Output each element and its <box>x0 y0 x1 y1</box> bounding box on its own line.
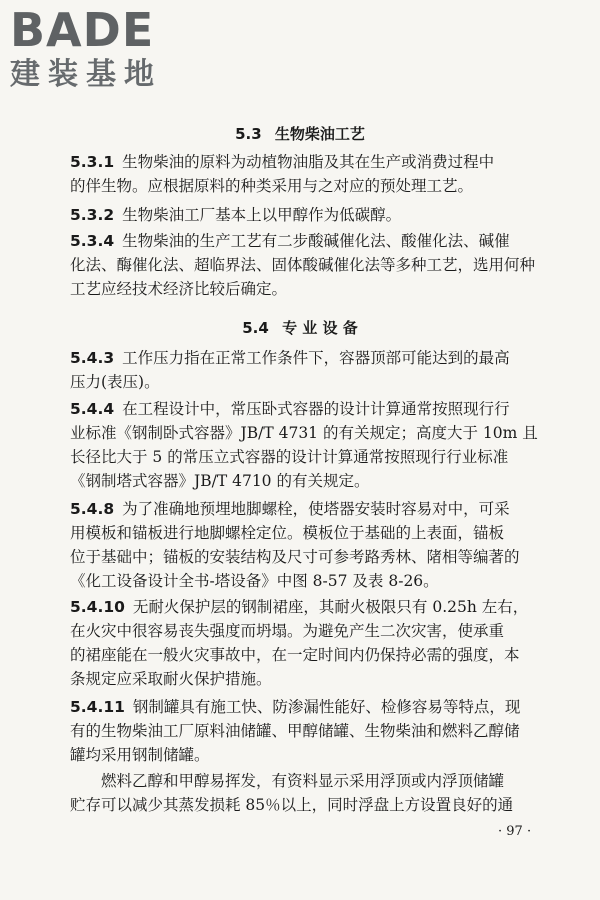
clause-number: 5.4.8 <box>70 500 115 518</box>
clause-number: 5.4.3 <box>70 349 115 367</box>
clause-text: 条规定应采取耐火保护措施。 <box>70 670 272 688</box>
clause-text: 在火灾中很容易丧失强度而坍塌。为避免产生二次灾害，使承重 <box>70 622 505 640</box>
section-heading-5-4 <box>0 317 600 338</box>
clause-text: 用模板和锚板进行地脚螺栓定位。模板位于基础的上表面，锚板 <box>70 524 505 542</box>
clause-5-3-4 <box>70 229 540 301</box>
heading-number: 5.3 <box>235 125 262 143</box>
clause-text: 业标准《钢制卧式容器》JB/T 4731 的有关规定；高度大于 10m 且 <box>70 424 538 442</box>
clause-text: 《化工设备设计全书-塔设备》中图 8-57 及表 8-26。 <box>70 572 439 590</box>
clause-text: 钢制罐具有施工快、防渗漏性能好、检修容易等特点，现 <box>132 698 521 716</box>
clause-text: 长径比大于 5 的常压立式容器的设计计算通常按照现行行业标准 <box>70 448 509 466</box>
clause-5-4-4 <box>70 397 540 493</box>
clause-text: 化法、酶催化法、超临界法、固体酸碱催化法等多种工艺，选用何种 <box>70 256 536 274</box>
clause-5-4-11 <box>70 695 540 767</box>
logo-brand: BADE <box>10 3 155 57</box>
clause-text: 工艺应经技术经济比较后确定。 <box>70 280 288 298</box>
clause-text: 生物柴油的原料为动植物油脂及其在生产或消费过程中 <box>122 153 495 171</box>
clause-5-3-2 <box>70 203 540 227</box>
section-heading-5-3 <box>0 123 600 144</box>
clause-number: 5.3.1 <box>70 153 115 171</box>
clause-number: 5.4.11 <box>70 698 125 716</box>
clause-text: 压力(表压)。 <box>70 373 160 391</box>
clause-text: 位于基础中；锚板的安装结构及尺寸可参考路秀林、陼相等编著的 <box>70 548 520 566</box>
paragraph-text: 贮存可以减少其蒸发损耗 85％以上，同时浮盘上方设置良好的通 <box>70 796 514 814</box>
clause-5-3-1 <box>70 150 540 198</box>
heading-title: 专 业 设 备 <box>282 319 358 337</box>
clause-text: 的裙座能在一般火灾事故中，在一定时间内仍保持必需的强度，本 <box>70 646 520 664</box>
body-paragraph <box>70 769 540 817</box>
clause-text: 《钢制塔式容器》JB/T 4710 的有关规定。 <box>70 472 370 490</box>
clause-text: 的伴生物。应根据原料的种类采用与之对应的预处理工艺。 <box>70 177 474 195</box>
clause-5-4-10 <box>70 595 540 691</box>
heading-title: 生物柴油工艺 <box>274 125 365 143</box>
clause-text: 无耐火保护层的钢制裙座，其耐火极限只有 0.25h 左右， <box>132 598 529 616</box>
clause-text: 生物柴油的生产工艺有二步酸碱催化法、酸催化法、碱催 <box>122 232 510 250</box>
heading-number: 5.4 <box>242 319 269 337</box>
clause-number: 5.3.2 <box>70 206 115 224</box>
paragraph-text: 燃料乙醇和甲醇易挥发，有资料显示采用浮顶或内浮顶储罐 <box>101 772 505 790</box>
page-number: · 97 · <box>498 824 532 839</box>
bade-logo <box>10 3 162 92</box>
clause-text: 罐均采用钢制储罐。 <box>70 746 210 764</box>
clause-number: 5.4.4 <box>70 400 115 418</box>
clause-number: 5.3.4 <box>70 232 115 250</box>
logo-subtitle: 建装基地 <box>10 57 162 92</box>
clause-5-4-8 <box>70 497 540 593</box>
clause-text: 有的生物柴油工厂原料油储罐、甲醇储罐、生物柴油和燃料乙醇储 <box>70 722 520 740</box>
clause-5-4-3 <box>70 346 540 394</box>
clause-text: 工作压力指在正常工作条件下，容器顶部可能达到的最高 <box>122 349 510 367</box>
clause-text: 生物柴油工厂基本上以甲醇作为低碳醇。 <box>122 206 402 224</box>
clause-text: 为了准确地预埋地脚螺栓，使塔器安装时容易对中，可采 <box>122 500 510 518</box>
clause-number: 5.4.10 <box>70 598 125 616</box>
clause-text: 在工程设计中，常压卧式容器的设计计算通常按照现行行 <box>122 400 510 418</box>
